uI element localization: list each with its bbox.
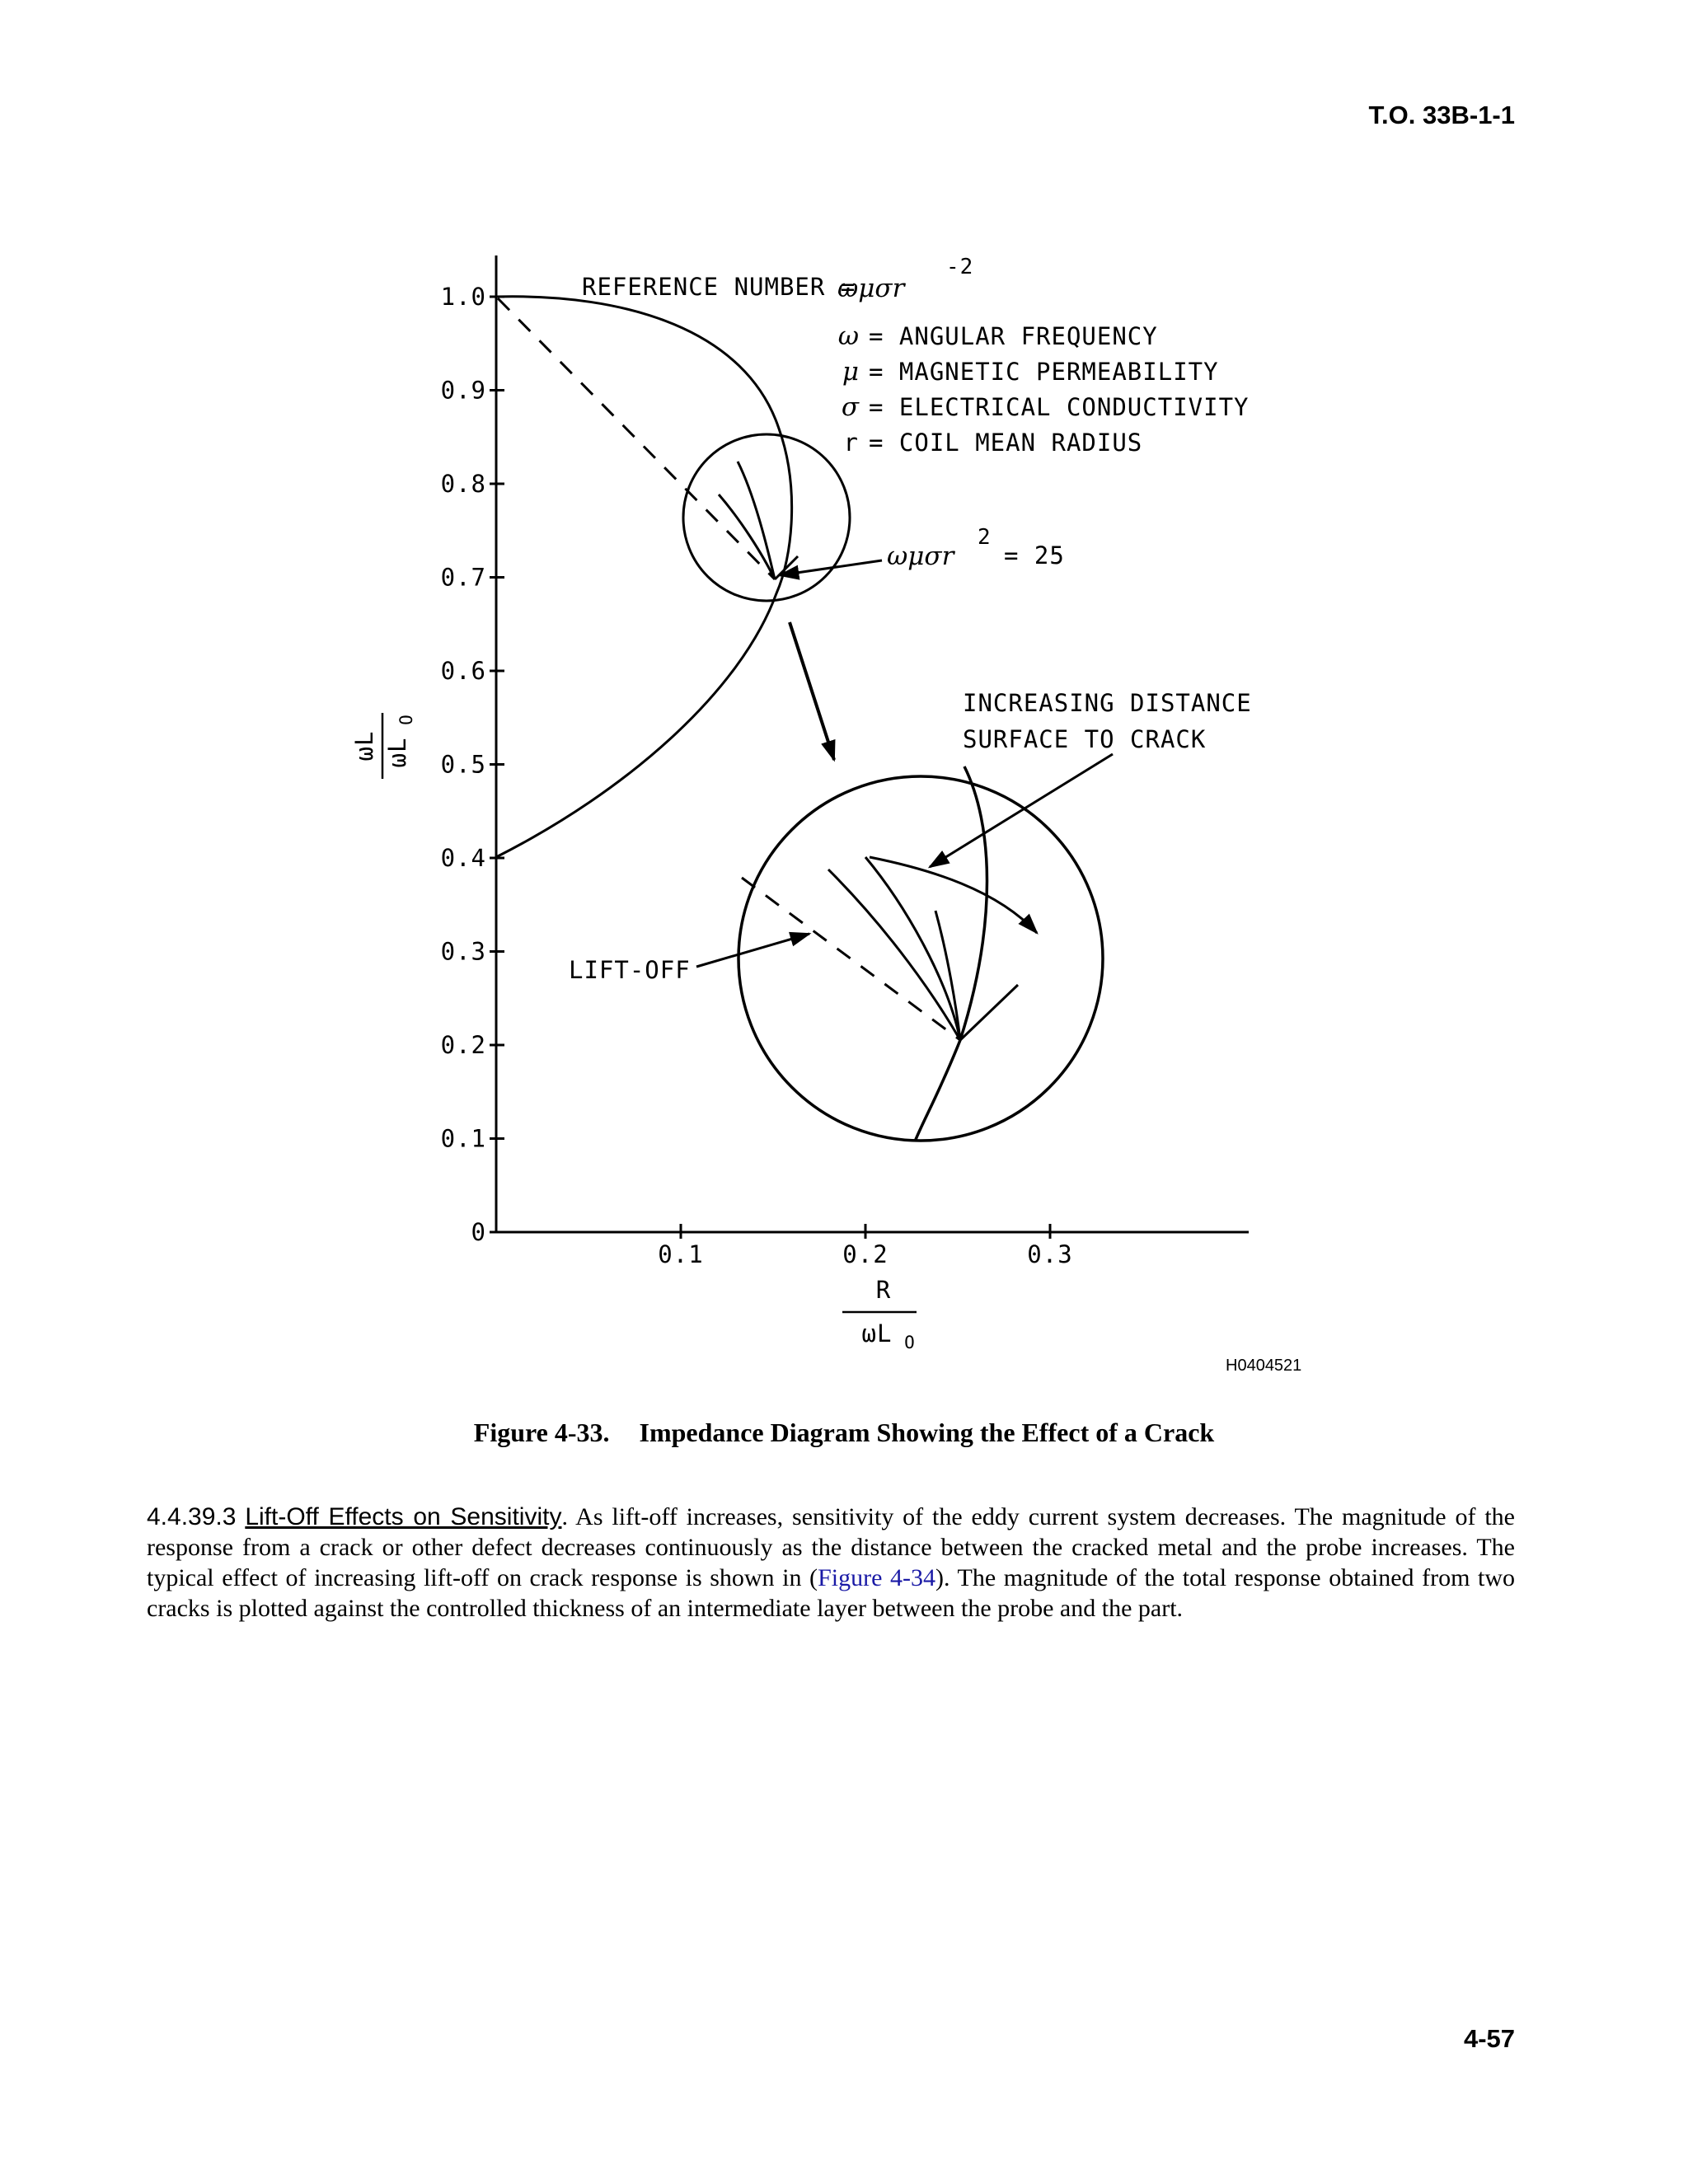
legend-symbol: ω (837, 321, 859, 351)
y-axis-label (350, 713, 416, 779)
x-axis-ticks (658, 1224, 1072, 1268)
y-tick-label: 1.0 (440, 283, 486, 311)
legend-text: = ANGULAR FREQUENCY (869, 322, 1158, 350)
y-tick-label: 0.1 (440, 1124, 486, 1153)
symbol-legend (838, 321, 1250, 457)
y-axis-ticks (441, 283, 504, 1246)
figure-caption-number: Figure 4-33. (473, 1418, 610, 1447)
section-text-part1: . As lift-off increases, sensitivity of the eddy current system decreases. The magnitude of the response from a crack or other defect decreases continuously as the distance between the cracked metal and the probe increases. The typical effect of increasing lift-off on crack response is shown in ( (147, 1503, 1515, 1591)
operating-point-value: = 25 (1004, 541, 1065, 569)
operating-point-expression: ωμσr (887, 541, 954, 571)
figure-id: H0404521 (1226, 1357, 1302, 1375)
zoom-arrow (790, 622, 834, 760)
y-tick-label: 0.8 (440, 470, 486, 498)
y-tick-label: 0.5 (440, 750, 486, 779)
y-label-denominator: ωL (383, 737, 411, 768)
document-id: T.O. 33B-1-1 (1368, 101, 1515, 129)
liftoff-label: LIFT-OFF (569, 956, 691, 984)
x-axis-label (842, 1276, 917, 1352)
legend-symbol: r (843, 429, 859, 457)
figure-caption-title: Impedance Diagram Showing the Effect of a Crack (639, 1418, 1215, 1447)
y-tick-label: 0 (471, 1218, 486, 1246)
x-label-subscript: O (904, 1333, 916, 1352)
legend-text: = ELECTRICAL CONDUCTIVITY (869, 393, 1250, 421)
y-label-subscript: O (396, 714, 416, 725)
liftoff-dashed-line (498, 298, 775, 579)
page-number: 4-57 (1463, 2024, 1515, 2053)
x-tick-label: 0.1 (658, 1240, 704, 1268)
y-tick-label: 0.6 (440, 657, 486, 685)
increasing-distance-pointer (930, 754, 1113, 867)
impedance-curve (496, 297, 792, 857)
x-tick-label: 0.3 (1027, 1240, 1073, 1268)
y-tick-label: 0.9 (440, 376, 486, 405)
operating-point-exponent: 2 (978, 525, 992, 550)
y-tick-label: 0.2 (440, 1031, 486, 1059)
x-label-numerator: R (875, 1276, 892, 1304)
legend-symbol: μ (842, 357, 859, 387)
figure-cross-reference-link[interactable]: Figure 4-34 (818, 1564, 935, 1591)
y-label-numerator: ωL (350, 730, 378, 762)
section-text-part2: ). The magnitude of the total response obtained from two cracks is plotted against the controlled thickness of an intermediate layer between the probe and the part. (147, 1564, 1515, 1622)
section-paragraph (147, 1502, 1515, 1624)
crack-response-small-1 (719, 494, 775, 579)
reference-expression: ωμσr (837, 274, 905, 303)
y-tick-label: 0.7 (440, 563, 486, 592)
reference-label: REFERENCE NUMBER = (582, 273, 856, 301)
impedance-curve-detail (915, 766, 987, 1141)
legend-text: = COIL MEAN RADIUS (869, 429, 1143, 457)
section-number: 4.4.39.3 (147, 1503, 237, 1530)
figure-caption (0, 1418, 1688, 1448)
x-tick-label: 0.2 (842, 1240, 889, 1268)
detail-circle-small (683, 434, 850, 601)
liftoff-dashed-line-detail (742, 878, 960, 1040)
increasing-distance-label-line2: SURFACE TO CRACK (963, 725, 1207, 753)
section-title: Lift-Off Effects on Sensitivity (245, 1503, 562, 1530)
legend-text: = MAGNETIC PERMEABILITY (869, 358, 1219, 386)
increasing-distance-label-line1: INCREASING DISTANCE (963, 689, 1252, 717)
operating-point-arrow (780, 560, 882, 575)
reference-exponent: -2 (946, 255, 974, 279)
detail-circle-large (738, 776, 1103, 1141)
legend-symbol: σ (841, 392, 859, 422)
x-label-denominator: ωL (861, 1319, 893, 1347)
y-tick-label: 0.4 (440, 844, 486, 872)
y-tick-label: 0.3 (440, 937, 486, 966)
liftoff-pointer (696, 934, 809, 967)
